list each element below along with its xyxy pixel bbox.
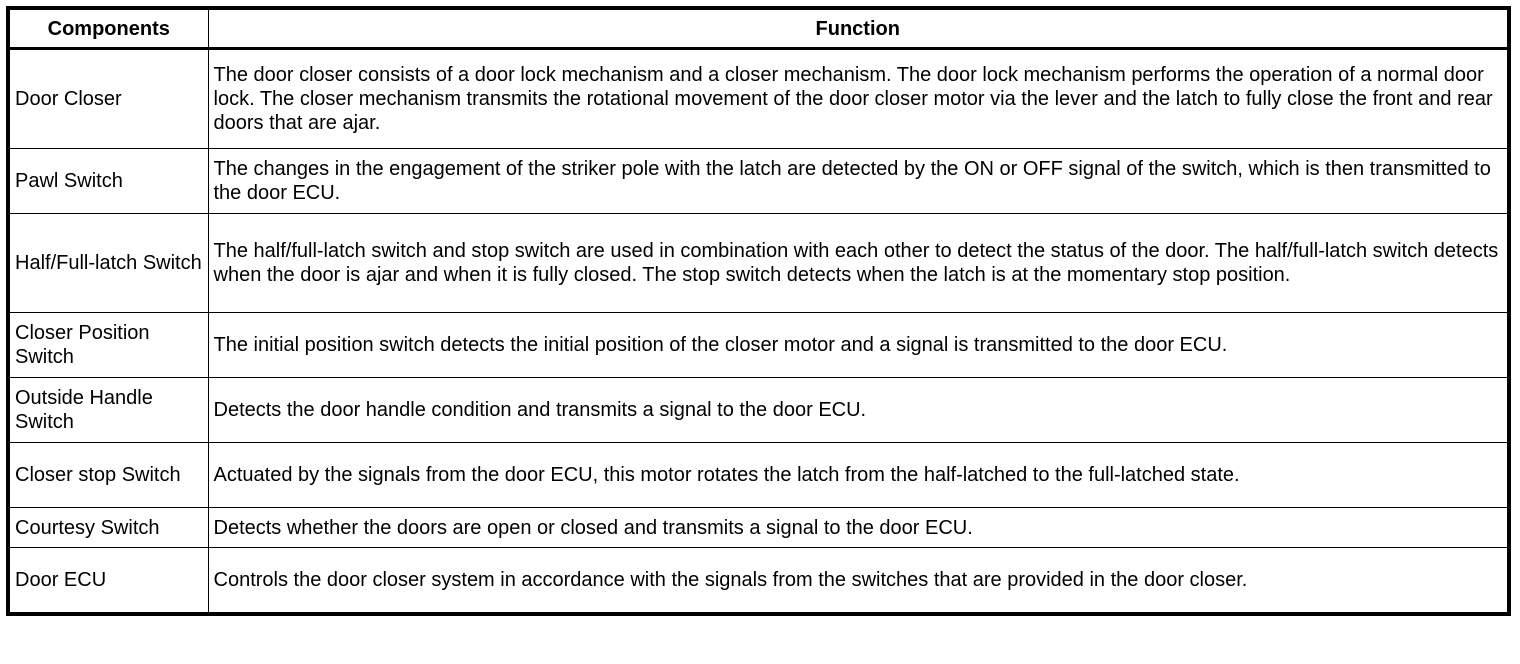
table-row bbox=[8, 508, 1509, 548]
function-cell: Controls the door closer system in accordance with the signals from the switches that are provided in the door closer. bbox=[208, 548, 1509, 615]
table-row bbox=[8, 313, 1509, 378]
function-cell: The half/full-latch switch and stop switch are used in combination with each other to detect the status of the door. The half/full-latch switch detects when the door is ajar and when it is fully closed. The stop switch detects when the latch is at the momentary stop position. bbox=[208, 214, 1509, 313]
component-cell: Half/Full-latch Switch bbox=[8, 214, 208, 313]
component-cell: Outside Handle Switch bbox=[8, 378, 208, 443]
component-cell: Courtesy Switch bbox=[8, 508, 208, 548]
component-cell: Closer stop Switch bbox=[8, 443, 208, 508]
function-cell: Actuated by the signals from the door ECU, this motor rotates the latch from the half-latched to the full-latched state. bbox=[208, 443, 1509, 508]
table-row bbox=[8, 149, 1509, 214]
components-function-table bbox=[6, 6, 1511, 616]
header-row bbox=[8, 8, 1509, 49]
table-row bbox=[8, 214, 1509, 313]
function-cell: Detects whether the doors are open or closed and transmits a signal to the door ECU. bbox=[208, 508, 1509, 548]
component-cell: Door Closer bbox=[8, 49, 208, 149]
component-cell: Door ECU bbox=[8, 548, 208, 615]
header-components: Components bbox=[8, 8, 208, 49]
component-cell: Closer Position Switch bbox=[8, 313, 208, 378]
table-row bbox=[8, 548, 1509, 615]
function-cell: The initial position switch detects the initial position of the closer motor and a signal is transmitted to the door ECU. bbox=[208, 313, 1509, 378]
table-row bbox=[8, 49, 1509, 149]
function-cell: The changes in the engagement of the striker pole with the latch are detected by the ON or OFF signal of the switch, which is then transmitted to the door ECU. bbox=[208, 149, 1509, 214]
function-cell: The door closer consists of a door lock mechanism and a closer mechanism. The door lock mechanism performs the operation of a normal door lock. The closer mechanism transmits the rotational movement of the door closer motor via the lever and the latch to fully close the front and rear doors that are ajar. bbox=[208, 49, 1509, 149]
function-cell: Detects the door handle condition and transmits a signal to the door ECU. bbox=[208, 378, 1509, 443]
header-function: Function bbox=[208, 8, 1509, 49]
component-cell: Pawl Switch bbox=[8, 149, 208, 214]
table-row bbox=[8, 443, 1509, 508]
table-row bbox=[8, 378, 1509, 443]
